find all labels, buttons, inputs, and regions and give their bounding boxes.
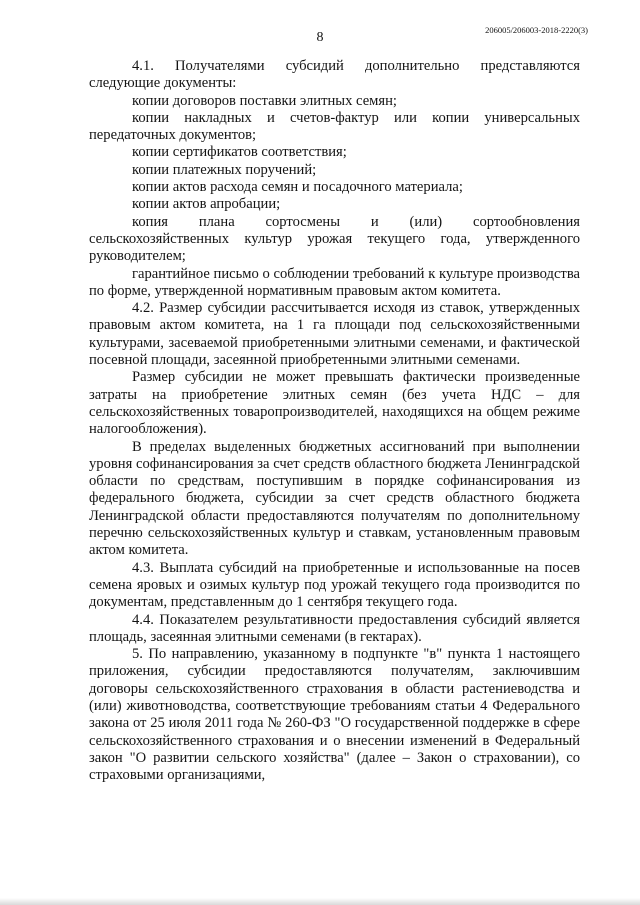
paragraph: гарантийное письмо о соблюдении требований к культуре производства по форме, утвержденной нормативным правовым актом комитета. [89, 265, 580, 299]
page-number: 8 [316, 30, 324, 45]
paragraph: 4.2. Размер субсидии рассчитывается исходя из ставок, утвержденных правовым актом комитета, на 1 га площади под сельскохозяйственными культурами, засеваемой приобретенными элитными семенами, и фактической посевной площади, засеянной приобретенными элитными семенами. [89, 300, 580, 369]
page-bottom-edge [0, 898, 640, 905]
paragraph: Размер субсидии не может превышать фактически произведенные затраты на приобретение элитных семян (без учета НДС – для сельскохозяйственных товаропроизводителей, находящихся на общем режиме налогообложения). [89, 369, 580, 438]
document-code: 206005/206003-2018-2220(3) [485, 25, 588, 35]
paragraph: В пределах выделенных бюджетных ассигнований при выполнении уровня софинансирования за счет средств областного бюджета Ленинградской области по средствам, поступившим в порядке софинансирования из федерального бюджета, субсидии за счет средств областного бюджета Ленинградской области предоставляются получателям по дополнительному перечню сельскохозяйственных культур и ставкам, установленным правовым актом комитета. [89, 438, 580, 559]
paragraph: 4.3. Выплата субсидий на приобретенные и использованные на посев семена яровых и озимых культур под урожай текущего года производится по документам, представленным до 1 сентября текущего года. [89, 559, 580, 611]
paragraph: 4.1. Получателями субсидий дополнительно представляются следующие документы: [89, 58, 580, 92]
paragraph: 5. По направлению, указанному в подпункте "в" пункта 1 настоящего приложения, субсидии предоставляются получателям, заключившим договоры сельскохозяйственного страхования в области растениеводства и (или) животноводства, соответствующие требованиям статьи 4 Федерального закона от 25 июля 2011 года № 260-ФЗ "О государственной поддержке в сфере сельскохозяйственного страхования и о внесении изменений в Федеральный закон "О развитии сельского хозяйства" (далее – Закон о страховании), со страховыми организациями, [89, 646, 580, 784]
paragraph: копии накладных и счетов-фактур или копии универсальных передаточных документов; [89, 109, 580, 144]
paragraph: копия плана сортосмены и (или) сортообновления сельскохозяйственных культур урожая текущего года, утвержденного руководителем; [89, 213, 580, 265]
paragraph: 4.4. Показателем результативности предоставления субсидий является площадь, засеянная элитными семенами (в гектарах). [89, 611, 580, 645]
document-body [89, 58, 580, 784]
list-item: копии сертификатов соответствия; [132, 144, 347, 161]
list-item: копии актов расхода семян и посадочного материала; [132, 179, 463, 196]
list-item: копии договоров поставки элитных семян; [132, 92, 397, 109]
list-item: копии платежных поручений; [132, 161, 317, 178]
list-item: копии актов апробации; [132, 196, 281, 213]
